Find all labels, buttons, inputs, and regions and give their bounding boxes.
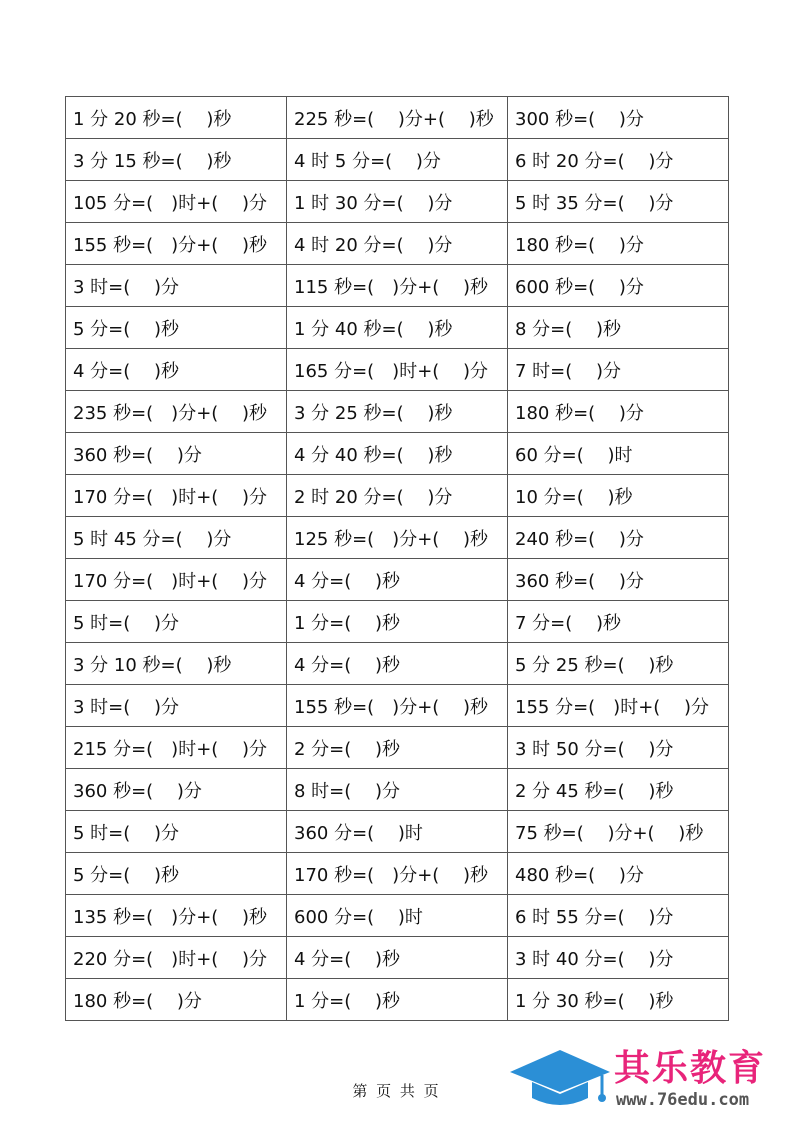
problem-cell: 60 分=( )时 xyxy=(508,433,729,475)
worksheet-row xyxy=(66,895,729,937)
problem-cell: 2 分=( )秒 xyxy=(287,727,508,769)
problem-cell: 4 分=( )秒 xyxy=(287,559,508,601)
problem-cell: 170 秒=( )分+( )秒 xyxy=(287,853,508,895)
problem-cell: 1 分 40 秒=( )秒 xyxy=(287,307,508,349)
problem-cell: 215 分=( )时+( )分 xyxy=(66,727,287,769)
problem-cell: 8 时=( )分 xyxy=(287,769,508,811)
problem-cell: 360 秒=( )分 xyxy=(66,433,287,475)
problem-cell: 180 秒=( )分 xyxy=(66,979,287,1021)
problem-cell: 5 分 25 秒=( )秒 xyxy=(508,643,729,685)
problem-cell: 3 时=( )分 xyxy=(66,265,287,307)
problem-cell: 360 秒=( )分 xyxy=(66,769,287,811)
problem-cell: 2 时 20 分=( )分 xyxy=(287,475,508,517)
problem-cell: 4 时 20 分=( )分 xyxy=(287,223,508,265)
problem-cell: 1 分=( )秒 xyxy=(287,601,508,643)
worksheet-row xyxy=(66,433,729,475)
worksheet-row xyxy=(66,475,729,517)
problem-cell: 3 时 40 分=( )分 xyxy=(508,937,729,979)
problem-cell: 155 秒=( )分+( )秒 xyxy=(66,223,287,265)
conversion-worksheet-table xyxy=(65,96,729,1021)
problem-cell: 5 时 45 分=( )分 xyxy=(66,517,287,559)
problem-cell: 3 分 15 秒=( )秒 xyxy=(66,139,287,181)
problem-cell: 600 分=( )时 xyxy=(287,895,508,937)
worksheet-body xyxy=(66,97,729,1021)
problem-cell: 1 时 30 分=( )分 xyxy=(287,181,508,223)
problem-cell: 155 分=( )时+( )分 xyxy=(508,685,729,727)
problem-cell: 5 分=( )秒 xyxy=(66,853,287,895)
page-footer: 第 页 共 页 xyxy=(352,1082,441,1100)
problem-cell: 3 分 25 秒=( )秒 xyxy=(287,391,508,433)
problem-cell: 360 分=( )时 xyxy=(287,811,508,853)
problem-cell: 180 秒=( )分 xyxy=(508,223,729,265)
worksheet-row xyxy=(66,391,729,433)
brand-logo xyxy=(508,1040,788,1116)
worksheet-row xyxy=(66,685,729,727)
worksheet-row xyxy=(66,181,729,223)
problem-cell: 4 分=( )秒 xyxy=(287,643,508,685)
problem-cell: 6 时 55 分=( )分 xyxy=(508,895,729,937)
problem-cell: 225 秒=( )分+( )秒 xyxy=(287,97,508,139)
problem-cell: 75 秒=( )分+( )秒 xyxy=(508,811,729,853)
problem-cell: 10 分=( )秒 xyxy=(508,475,729,517)
brand-url: www.76edu.com xyxy=(616,1090,750,1110)
worksheet-row xyxy=(66,307,729,349)
problem-cell: 8 分=( )秒 xyxy=(508,307,729,349)
problem-cell: 170 分=( )时+( )分 xyxy=(66,475,287,517)
worksheet-row xyxy=(66,769,729,811)
problem-cell: 4 时 5 分=( )分 xyxy=(287,139,508,181)
problem-cell: 300 秒=( )分 xyxy=(508,97,729,139)
problem-cell: 3 时 50 分=( )分 xyxy=(508,727,729,769)
problem-cell: 240 秒=( )分 xyxy=(508,517,729,559)
problem-cell: 170 分=( )时+( )分 xyxy=(66,559,287,601)
problem-cell: 4 分=( )秒 xyxy=(66,349,287,391)
worksheet-row xyxy=(66,727,729,769)
worksheet-row xyxy=(66,223,729,265)
problem-cell: 480 秒=( )分 xyxy=(508,853,729,895)
problem-cell: 6 时 20 分=( )分 xyxy=(508,139,729,181)
problem-cell: 360 秒=( )分 xyxy=(508,559,729,601)
worksheet-row xyxy=(66,601,729,643)
worksheet-row xyxy=(66,265,729,307)
problem-cell: 155 秒=( )分+( )秒 xyxy=(287,685,508,727)
graduation-cap-icon xyxy=(508,1046,612,1110)
worksheet-row xyxy=(66,139,729,181)
problem-cell: 600 秒=( )分 xyxy=(508,265,729,307)
problem-cell: 125 秒=( )分+( )秒 xyxy=(287,517,508,559)
problem-cell: 5 时=( )分 xyxy=(66,601,287,643)
problem-cell: 5 分=( )秒 xyxy=(66,307,287,349)
problem-cell: 165 分=( )时+( )分 xyxy=(287,349,508,391)
problem-cell: 135 秒=( )分+( )秒 xyxy=(66,895,287,937)
worksheet-row xyxy=(66,517,729,559)
worksheet-row xyxy=(66,643,729,685)
worksheet-row xyxy=(66,937,729,979)
problem-cell: 3 时=( )分 xyxy=(66,685,287,727)
worksheet-row xyxy=(66,853,729,895)
worksheet-row xyxy=(66,559,729,601)
problem-cell: 3 分 10 秒=( )秒 xyxy=(66,643,287,685)
problem-cell: 4 分 40 秒=( )秒 xyxy=(287,433,508,475)
problem-cell: 1 分 20 秒=( )秒 xyxy=(66,97,287,139)
problem-cell: 115 秒=( )分+( )秒 xyxy=(287,265,508,307)
problem-cell: 5 时 35 分=( )分 xyxy=(508,181,729,223)
worksheet-row xyxy=(66,811,729,853)
problem-cell: 235 秒=( )分+( )秒 xyxy=(66,391,287,433)
problem-cell: 220 分=( )时+( )分 xyxy=(66,937,287,979)
worksheet-row xyxy=(66,97,729,139)
problem-cell: 7 分=( )秒 xyxy=(508,601,729,643)
problem-cell: 4 分=( )秒 xyxy=(287,937,508,979)
problem-cell: 7 时=( )分 xyxy=(508,349,729,391)
problem-cell: 5 时=( )分 xyxy=(66,811,287,853)
problem-cell: 2 分 45 秒=( )秒 xyxy=(508,769,729,811)
problem-cell: 105 分=( )时+( )分 xyxy=(66,181,287,223)
problem-cell: 180 秒=( )分 xyxy=(508,391,729,433)
worksheet-row xyxy=(66,979,729,1021)
worksheet-row xyxy=(66,349,729,391)
problem-cell: 1 分 30 秒=( )秒 xyxy=(508,979,729,1021)
brand-name: 其乐教育 xyxy=(614,1048,767,1089)
problem-cell: 1 分=( )秒 xyxy=(287,979,508,1021)
